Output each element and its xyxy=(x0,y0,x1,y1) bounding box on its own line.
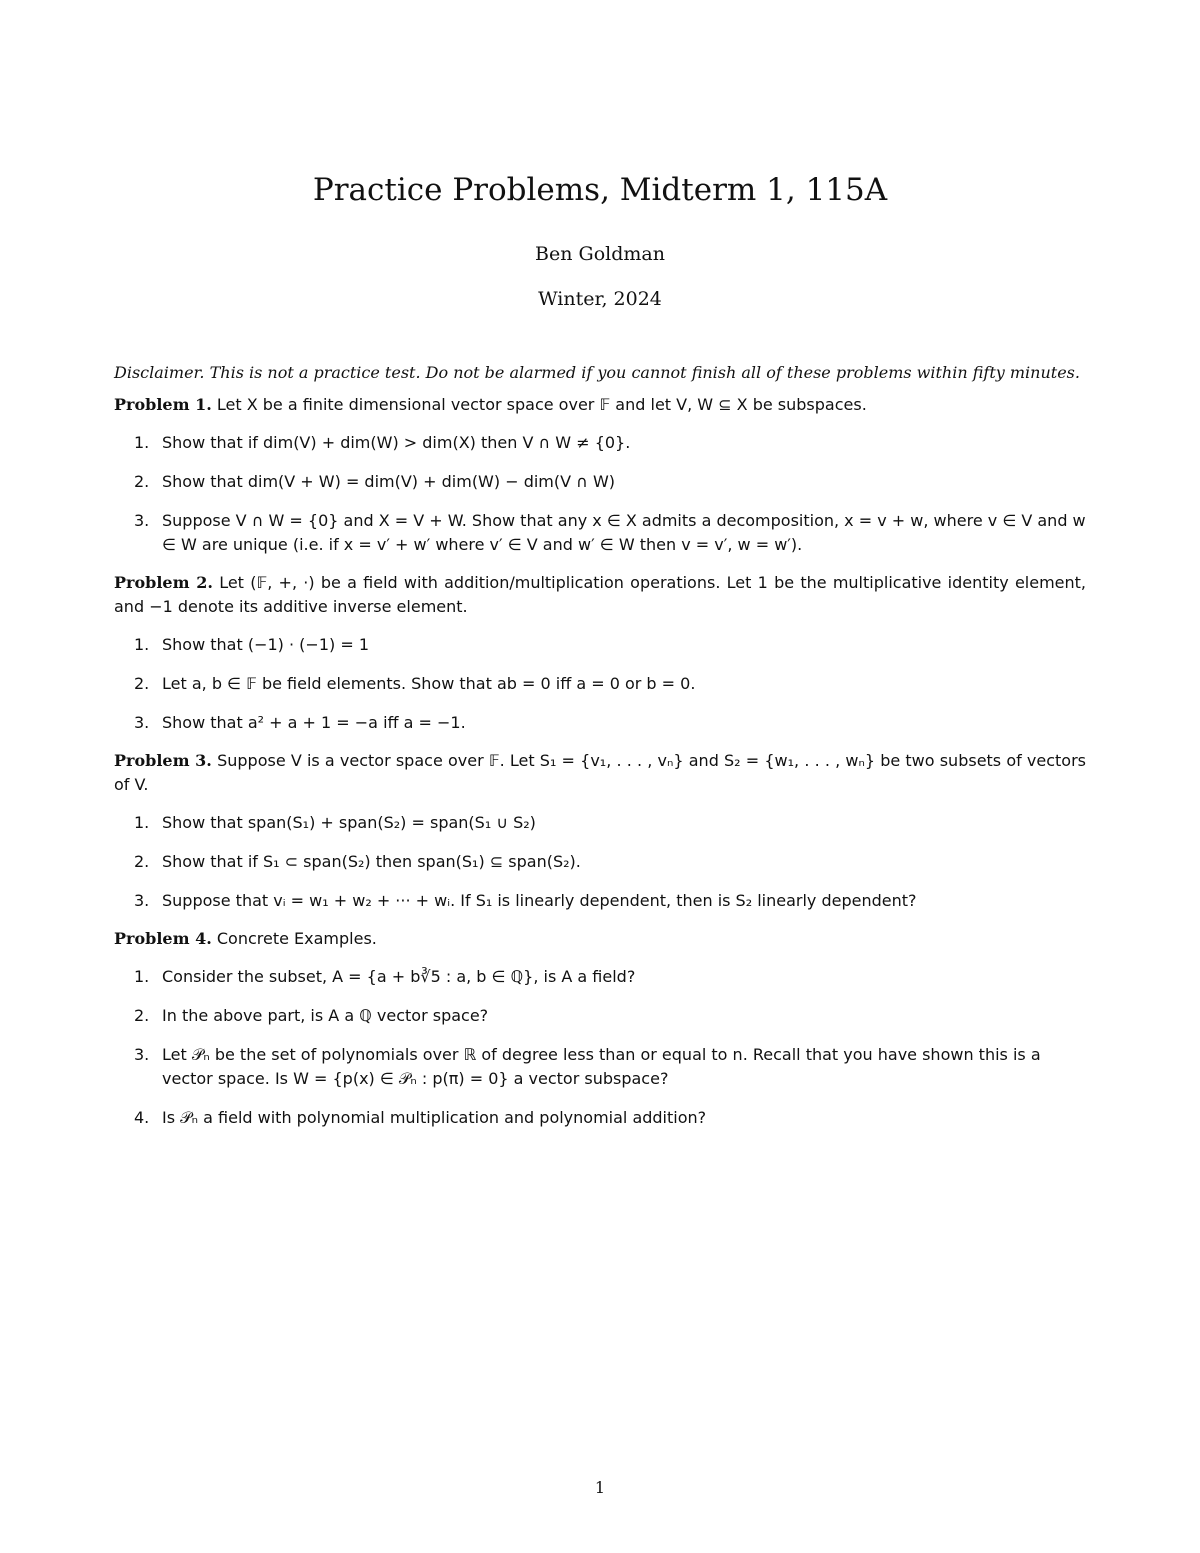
item-number: 3. xyxy=(134,1045,150,1064)
item-number: 3. xyxy=(134,891,150,910)
problem-statement xyxy=(114,571,1086,619)
item-number: 1. xyxy=(134,433,150,452)
item-number: 2. xyxy=(134,1006,150,1025)
problem-heading: Problem 3. xyxy=(114,751,212,770)
item-text: Suppose that vᵢ = w₁ + w₂ + ··· + wᵢ. If S₁ is linearly dependent, then is S₂ linearly dependent? xyxy=(162,891,917,910)
document-title: Practice Problems, Midterm 1, 115A xyxy=(312,172,888,208)
list-item xyxy=(114,1043,1086,1091)
problem-statement xyxy=(114,749,1086,797)
item-text: Show that a² + a + 1 = −a iff a = −1. xyxy=(162,713,466,732)
list-item xyxy=(114,633,1086,657)
item-text: Suppose V ∩ W = {0} and X = V + W. Show that any x ∈ X admits a decomposition, x = v + w, where v ∈ V and w ∈ W are unique (i.e. if x = v′ + w′ where v′ ∈ V and w′ ∈ W then v = v′, w = w′). xyxy=(162,511,1086,554)
problem-intro: Suppose V is a vector space over 𝔽. Let S₁ = {v₁, . . . , vₙ} and S₂ = {w₁, . . . , wₙ} be two subsets of vectors of V. xyxy=(114,751,1087,794)
disclaimer: Disclaimer. This is not a practice test. Do not be alarmed if you cannot finish all of these problems within fifty minutes. xyxy=(114,363,1080,382)
item-text: Show that dim(V + W) = dim(V) + dim(W) − dim(V ∩ W) xyxy=(162,472,616,491)
list-item xyxy=(114,889,1086,913)
item-number: 2. xyxy=(134,472,150,491)
document-body xyxy=(114,361,1086,1144)
problem-2 xyxy=(114,571,1086,735)
list-item xyxy=(114,811,1086,835)
list-item xyxy=(114,431,1086,455)
item-number: 3. xyxy=(134,713,150,732)
item-number: 3. xyxy=(134,511,150,530)
problem-items xyxy=(114,431,1086,557)
problem-heading: Problem 4. xyxy=(114,929,212,948)
item-text: Is 𝒫ₙ a field with polynomial multiplication and polynomial addition? xyxy=(162,1108,707,1127)
problem-items xyxy=(114,811,1086,913)
problem-items xyxy=(114,633,1086,735)
term-date: Winter, 2024 xyxy=(538,288,662,310)
problem-intro: Concrete Examples. xyxy=(216,929,377,948)
list-item xyxy=(114,1106,1086,1130)
list-item xyxy=(114,1004,1086,1028)
list-item xyxy=(114,850,1086,874)
problem-3 xyxy=(114,749,1086,913)
problem-intro: Let (𝔽, +, ·) be a field with addition/multiplication operations. Let 1 be the multiplicative identity element, and −1 denote its additive inverse element. xyxy=(114,573,1087,616)
item-number: 2. xyxy=(134,674,150,693)
item-text: Consider the subset, A = {a + b∛5 : a, b ∈ ℚ}, is A a field? xyxy=(162,967,636,986)
item-text: Show that (−1) · (−1) = 1 xyxy=(162,635,369,654)
item-number: 1. xyxy=(134,813,150,832)
item-text: Let a, b ∈ 𝔽 be field elements. Show that ab = 0 iff a = 0 or b = 0. xyxy=(162,674,696,693)
problem-intro: Let X be a finite dimensional vector space over 𝔽 and let V, W ⊆ X be subspaces. xyxy=(216,395,867,414)
list-item xyxy=(114,672,1086,696)
item-number: 1. xyxy=(134,635,150,654)
problem-1 xyxy=(114,393,1086,557)
problem-4 xyxy=(114,927,1086,1130)
problem-heading: Problem 2. xyxy=(114,573,213,592)
item-text: In the above part, is A a ℚ vector space? xyxy=(162,1006,489,1025)
list-item xyxy=(114,509,1086,557)
item-text: Show that if S₁ ⊂ span(S₂) then span(S₁) ⊆ span(S₂). xyxy=(162,852,581,871)
list-item xyxy=(114,711,1086,735)
problem-statement xyxy=(114,393,1086,417)
page-number: 1 xyxy=(594,1478,606,1497)
item-text: Let 𝒫ₙ be the set of polynomials over ℝ of degree less than or equal to n. Recall that you have shown this is a vector space. Is W = {p(x) ∈ 𝒫ₙ : p(π) = 0} a vector subspace? xyxy=(162,1045,1041,1088)
item-number: 4. xyxy=(134,1108,150,1127)
author-name: Ben Goldman xyxy=(535,243,665,265)
problem-heading: Problem 1. xyxy=(114,395,212,414)
problem-statement xyxy=(114,927,1086,951)
item-text: Show that span(S₁) + span(S₂) = span(S₁ ∪ S₂) xyxy=(162,813,536,832)
item-number: 2. xyxy=(134,852,150,871)
list-item xyxy=(114,965,1086,989)
item-number: 1. xyxy=(134,967,150,986)
item-text: Show that if dim(V) + dim(W) > dim(X) then V ∩ W ≠ {0}. xyxy=(162,433,631,452)
list-item xyxy=(114,470,1086,494)
problem-items xyxy=(114,965,1086,1130)
